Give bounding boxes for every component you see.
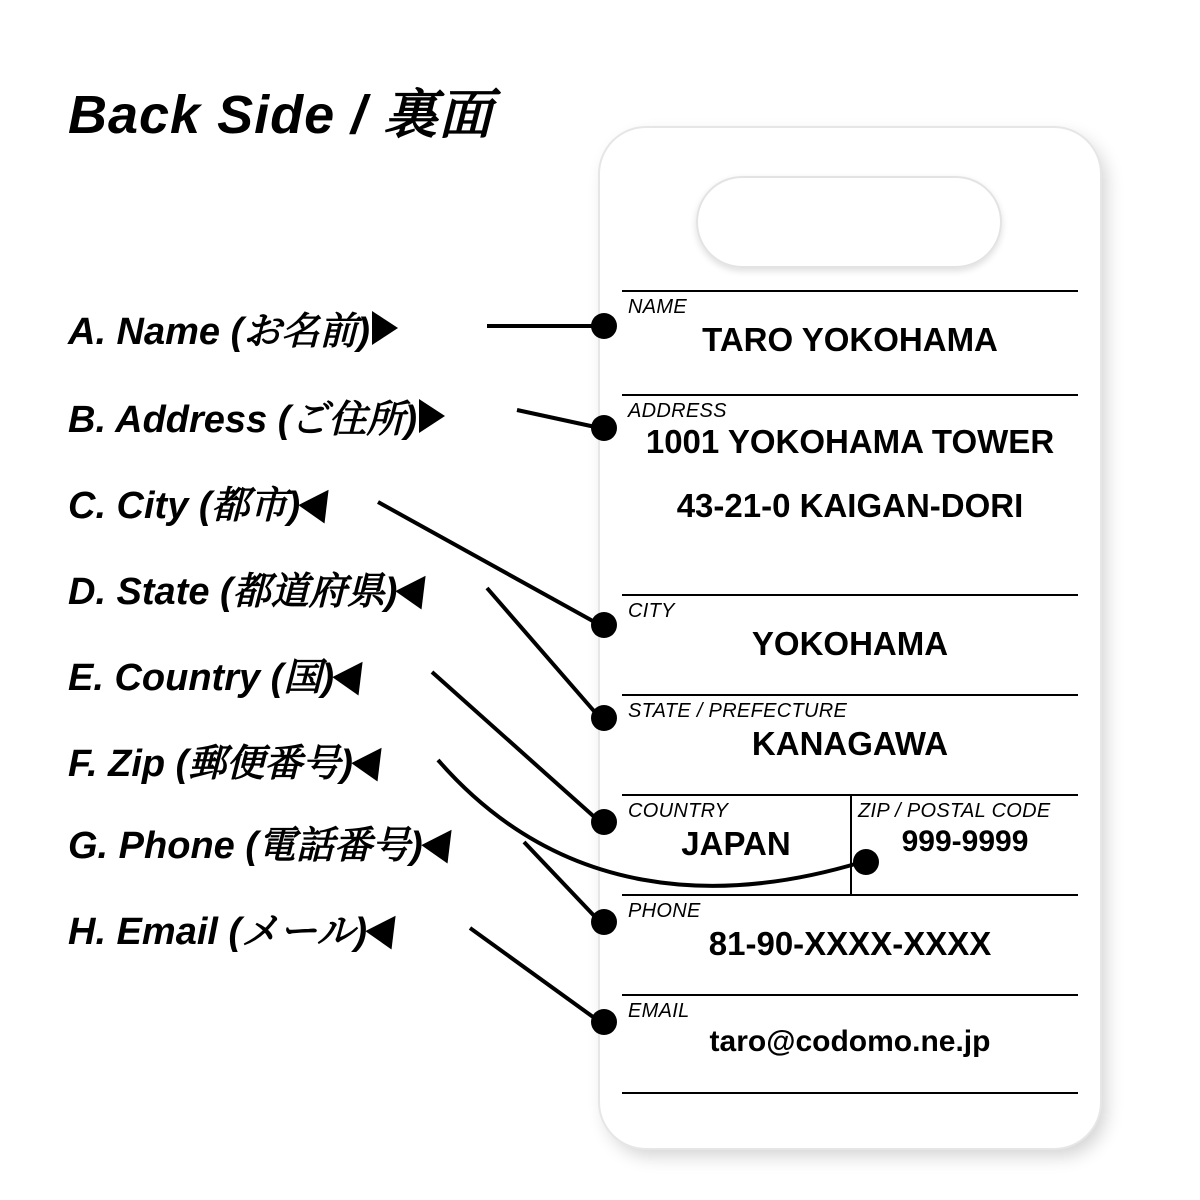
field-value-address-line2: 43-21-0 KAIGAN-DORI: [676, 487, 1024, 524]
field-caption-address: ADDRESS: [628, 400, 727, 422]
field-value-zip: 999-9999: [901, 825, 1029, 858]
page-title: Back Side / 裏面: [68, 85, 494, 145]
tag-strap-hole: [696, 176, 1002, 268]
triangle-up-icon: [351, 738, 394, 781]
field-value-name: TARO YOKOHAMA: [702, 321, 998, 358]
legend-item-phone: [68, 814, 459, 869]
field-email: [622, 994, 1078, 1094]
legend-label-address: B. Address (ご住所): [68, 399, 418, 441]
legend-item-country: [68, 646, 370, 701]
field-country: [622, 796, 850, 894]
legend-label-state: D. State (都道府県): [68, 571, 398, 613]
field-caption-state: STATE / PREFECTURE: [628, 700, 848, 722]
triangle-right-icon: [419, 399, 445, 433]
field-caption-country: COUNTRY: [628, 800, 729, 822]
field-caption-phone: PHONE: [628, 900, 701, 922]
field-address: [622, 394, 1078, 594]
legend-label-name: A. Name (お名前): [68, 311, 370, 353]
field-value-address-line1: 1001 YOKOHAMA TOWER: [645, 423, 1055, 460]
legend-item-name: [68, 300, 398, 355]
triangle-up-icon: [396, 566, 439, 609]
triangle-up-icon: [421, 820, 464, 863]
field-value-email: taro@codomo.ne.jp: [709, 1025, 991, 1058]
legend-item-email: [68, 900, 403, 955]
field-value-state: KANAGAWA: [751, 725, 949, 762]
field-caption-city: CITY: [628, 600, 675, 622]
field-caption-zip: ZIP / POSTAL CODE: [858, 800, 1051, 822]
legend-label-phone: G. Phone (電話番号): [68, 825, 423, 867]
field-name: [622, 290, 1078, 394]
triangle-up-icon: [365, 906, 408, 949]
triangle-up-icon: [332, 652, 375, 695]
field-zip: [850, 796, 1078, 894]
legend-label-email: H. Email (メール): [68, 911, 368, 953]
leader-line-country: [432, 672, 600, 822]
leader-line-phone: [524, 842, 600, 922]
triangle-up-icon: [299, 480, 342, 523]
leader-line-address: [517, 410, 600, 428]
field-city: [622, 594, 1078, 694]
field-phone: [622, 894, 1078, 994]
legend-label-city: C. City (都市): [68, 485, 301, 527]
field-country-zip-row: [622, 794, 1078, 894]
field-value-city: YOKOHAMA: [751, 625, 949, 662]
legend-label-country: E. Country (国): [68, 657, 334, 699]
field-value-country: JAPAN: [681, 825, 791, 862]
field-value-phone: 81-90-XXXX-XXXX: [708, 925, 992, 962]
leader-line-state: [487, 588, 600, 718]
legend-item-zip: [68, 732, 389, 787]
legend-label-zip: F. Zip (郵便番号): [68, 743, 353, 785]
legend-item-state: [68, 560, 433, 615]
field-caption-name: NAME: [628, 296, 687, 318]
leader-line-email: [470, 928, 600, 1022]
field-caption-email: EMAIL: [628, 1000, 690, 1022]
field-state: [622, 694, 1078, 794]
triangle-right-icon: [372, 311, 398, 345]
legend-item-city: [68, 474, 336, 529]
luggage-tag-back: [600, 128, 1100, 1148]
tag-fields-table: [622, 290, 1078, 1094]
legend-item-address: [68, 388, 445, 443]
